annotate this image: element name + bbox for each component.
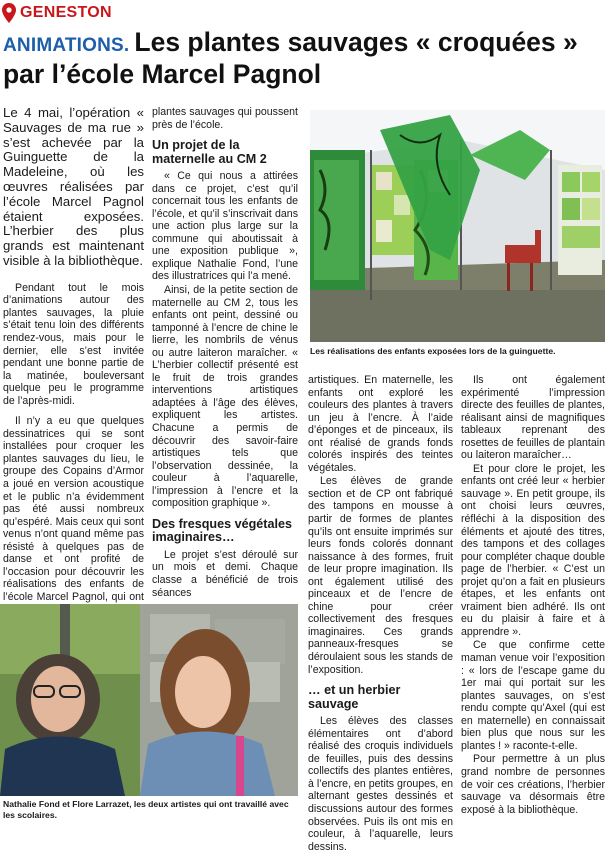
- artists-photo-image: [0, 604, 298, 796]
- location-name: GENESTON: [20, 4, 112, 21]
- paragraph: Ainsi, de la petite section de maternelle au CM 2, tous les enfants ont peint, dessiné ou tamponné à l’encre de chine le lierre, les nombrils de vénus ou autre laiteron maraîcher. « L’herbier collectif présenté est le fruit de trois grandes interventions artistiques adaptées à l’âge des élèves, expliquent les artistes. Chacune a permis de découvrir des savoir-faire artistiques tels que l’observation dessinée, la couleur à l’aquarelle, l’impression à l’encre et la composition graphique ».: [152, 284, 298, 510]
- artists-photo: [0, 604, 298, 796]
- paragraph: Les élèves de grande section et de CP ont fabriqué des tampons en mousse à partir de formes de plantes qu’ils ont ensuite imprimés sur leurs fonds colorés donnant naissance à des formes, fruit de leur propre imagination. Ils ont également utilisé des pinceaux et de l’encre de chine pour créer collectivement des fresques imaginaires. Ces grands panneaux-fresques se déroulaient sous les stands de l’exposition.: [308, 475, 453, 676]
- paragraph: Le projet s’est déroulé sur un mois et demi. Chaque classe a bénéficié de trois séances: [152, 548, 298, 599]
- exhibition-photo-image: [310, 110, 605, 342]
- paragraph: Ce que confirme cette maman venue voir l’exposition : « lors de l’escape game du 1er mai qui portait sur les plantes sauvages, on s’est rendu compte qu’Axel (qui est en maternelle) en connaissait bien plus que nous sur les plantes ! » raconte-t-elle.: [461, 639, 605, 752]
- artists-photo-caption: Nathalie Fond et Flore Larrazet, les deux artistes qui ont travaillé avec les scolaires.: [3, 799, 289, 820]
- headline: [3, 28, 603, 89]
- article-column-2: [152, 106, 298, 599]
- paragraph: Il n’y a eu que quelques dessinatrices qui se sont installées pour croquer les plantes sauvages du lieu, le groupe des Copains d’Armor a joué en version acoustique et le public n’a évidemment pas été aussi nombreux qu’espéré. Mais ceux qui sont venus n’ont quand même pas résisté à quelques pas de danse et ont profité de l’occasion pour découvrir les réalisations des enfants de l’école Marcel Pagnol, qui ont: [3, 415, 144, 603]
- subheading: Un projet de la maternelle au CM 2: [152, 138, 267, 166]
- paragraph: Pour permettre à un plus grand nombre de personnes de voir ces créations, l’herbier sauvage va désormais être exposé à la bibliothèque.: [461, 753, 605, 816]
- exhibition-photo: [310, 110, 605, 342]
- location-header: [2, 2, 112, 24]
- paragraph: Pendant tout le mois d’animations autour des plantes sauvages, la pluie s’était tenu loin des différents rendez-vous, mais pour le dernier, elle s’est invitée pendant une bonne partie de la matinée, bouleversant quelque peu le programme de l’après-midi.: [3, 281, 144, 407]
- paragraph: plantes sauvages qui poussent près de l’école.: [152, 106, 298, 131]
- headline-text: Les plantes sauvages « croquées » par l’école Marcel Pagnol: [3, 27, 578, 89]
- paragraph: Ils ont également expérimenté l’impression directe des feuilles de plantes, réalisant ainsi de magnifiques tableaux reprenant des rosettes de feuilles de plantain ou laiteron maraîcher…: [461, 374, 605, 462]
- paragraph: artistiques. En maternelle, les enfants ont exploré les couleurs des plantes à travers un jeu à l’encre. À l’aide d’éponges et de pinceaux, ils ont réalisé de grands fonds colorés inspirés des teintes végétales.: [308, 374, 453, 474]
- section-kicker: ANIMATIONS.: [3, 35, 130, 56]
- exhibition-photo-caption: Les réalisations des enfants exposées lors de la guinguette.: [310, 346, 556, 356]
- article-column-3: [308, 374, 453, 853]
- paragraph: Et pour clore le projet, les enfants ont créé leur « herbier sauvage ». En petit groupe, ils ont choisi leurs œuvres, réfléchi à la disposition des éléments et ajouté des titres, des tampons et des collages pour compléter chaque double page de l’herbier. « C’est un projet qu’on a fait en plusieurs étapes, et les enfants ont vraiment bien adhéré. Ils ont eu du plaisir à faire et à apprendre ».: [461, 462, 605, 638]
- article-column-4: [461, 374, 605, 825]
- subheading: Des fresques végétales imaginaires…: [152, 516, 293, 545]
- map-pin-icon: [2, 3, 16, 23]
- subheading: … et un herbier sauvage: [308, 683, 401, 711]
- article-column-1: [3, 105, 144, 603]
- paragraph: Les élèves des classes élémentaires ont d’abord réalisé des croquis individuels de feuilles, puis des dessins collectifs des plantes entières, à l’encre, en petits groupes, en alternant gestes dessinés et discussions autour des formes observées. Puis ils ont mis en couleur, à l’aquarelle, leurs dessins.: [308, 715, 453, 853]
- lede-paragraph: Le 4 mai, l’opération « Sauvages de ma rue » s’est achevée par la Guinguette de la Madeleine, où les œuvres réalisées par l’école Marcel Pagnol étaient exposées. L’herbier des plus grands est maintenant visible à la bibliothèque.: [3, 105, 144, 268]
- paragraph: « Ce qui nous a attirées dans ce projet, c’est qu’il concernait tous les enfants de l’école, et qu’il s’inscrivait dans une action plus large sur la commune qui aboutissait à une exposition publique », explique Nathalie Fond, l’une des illustratrices qui l’a mené.: [152, 170, 298, 283]
